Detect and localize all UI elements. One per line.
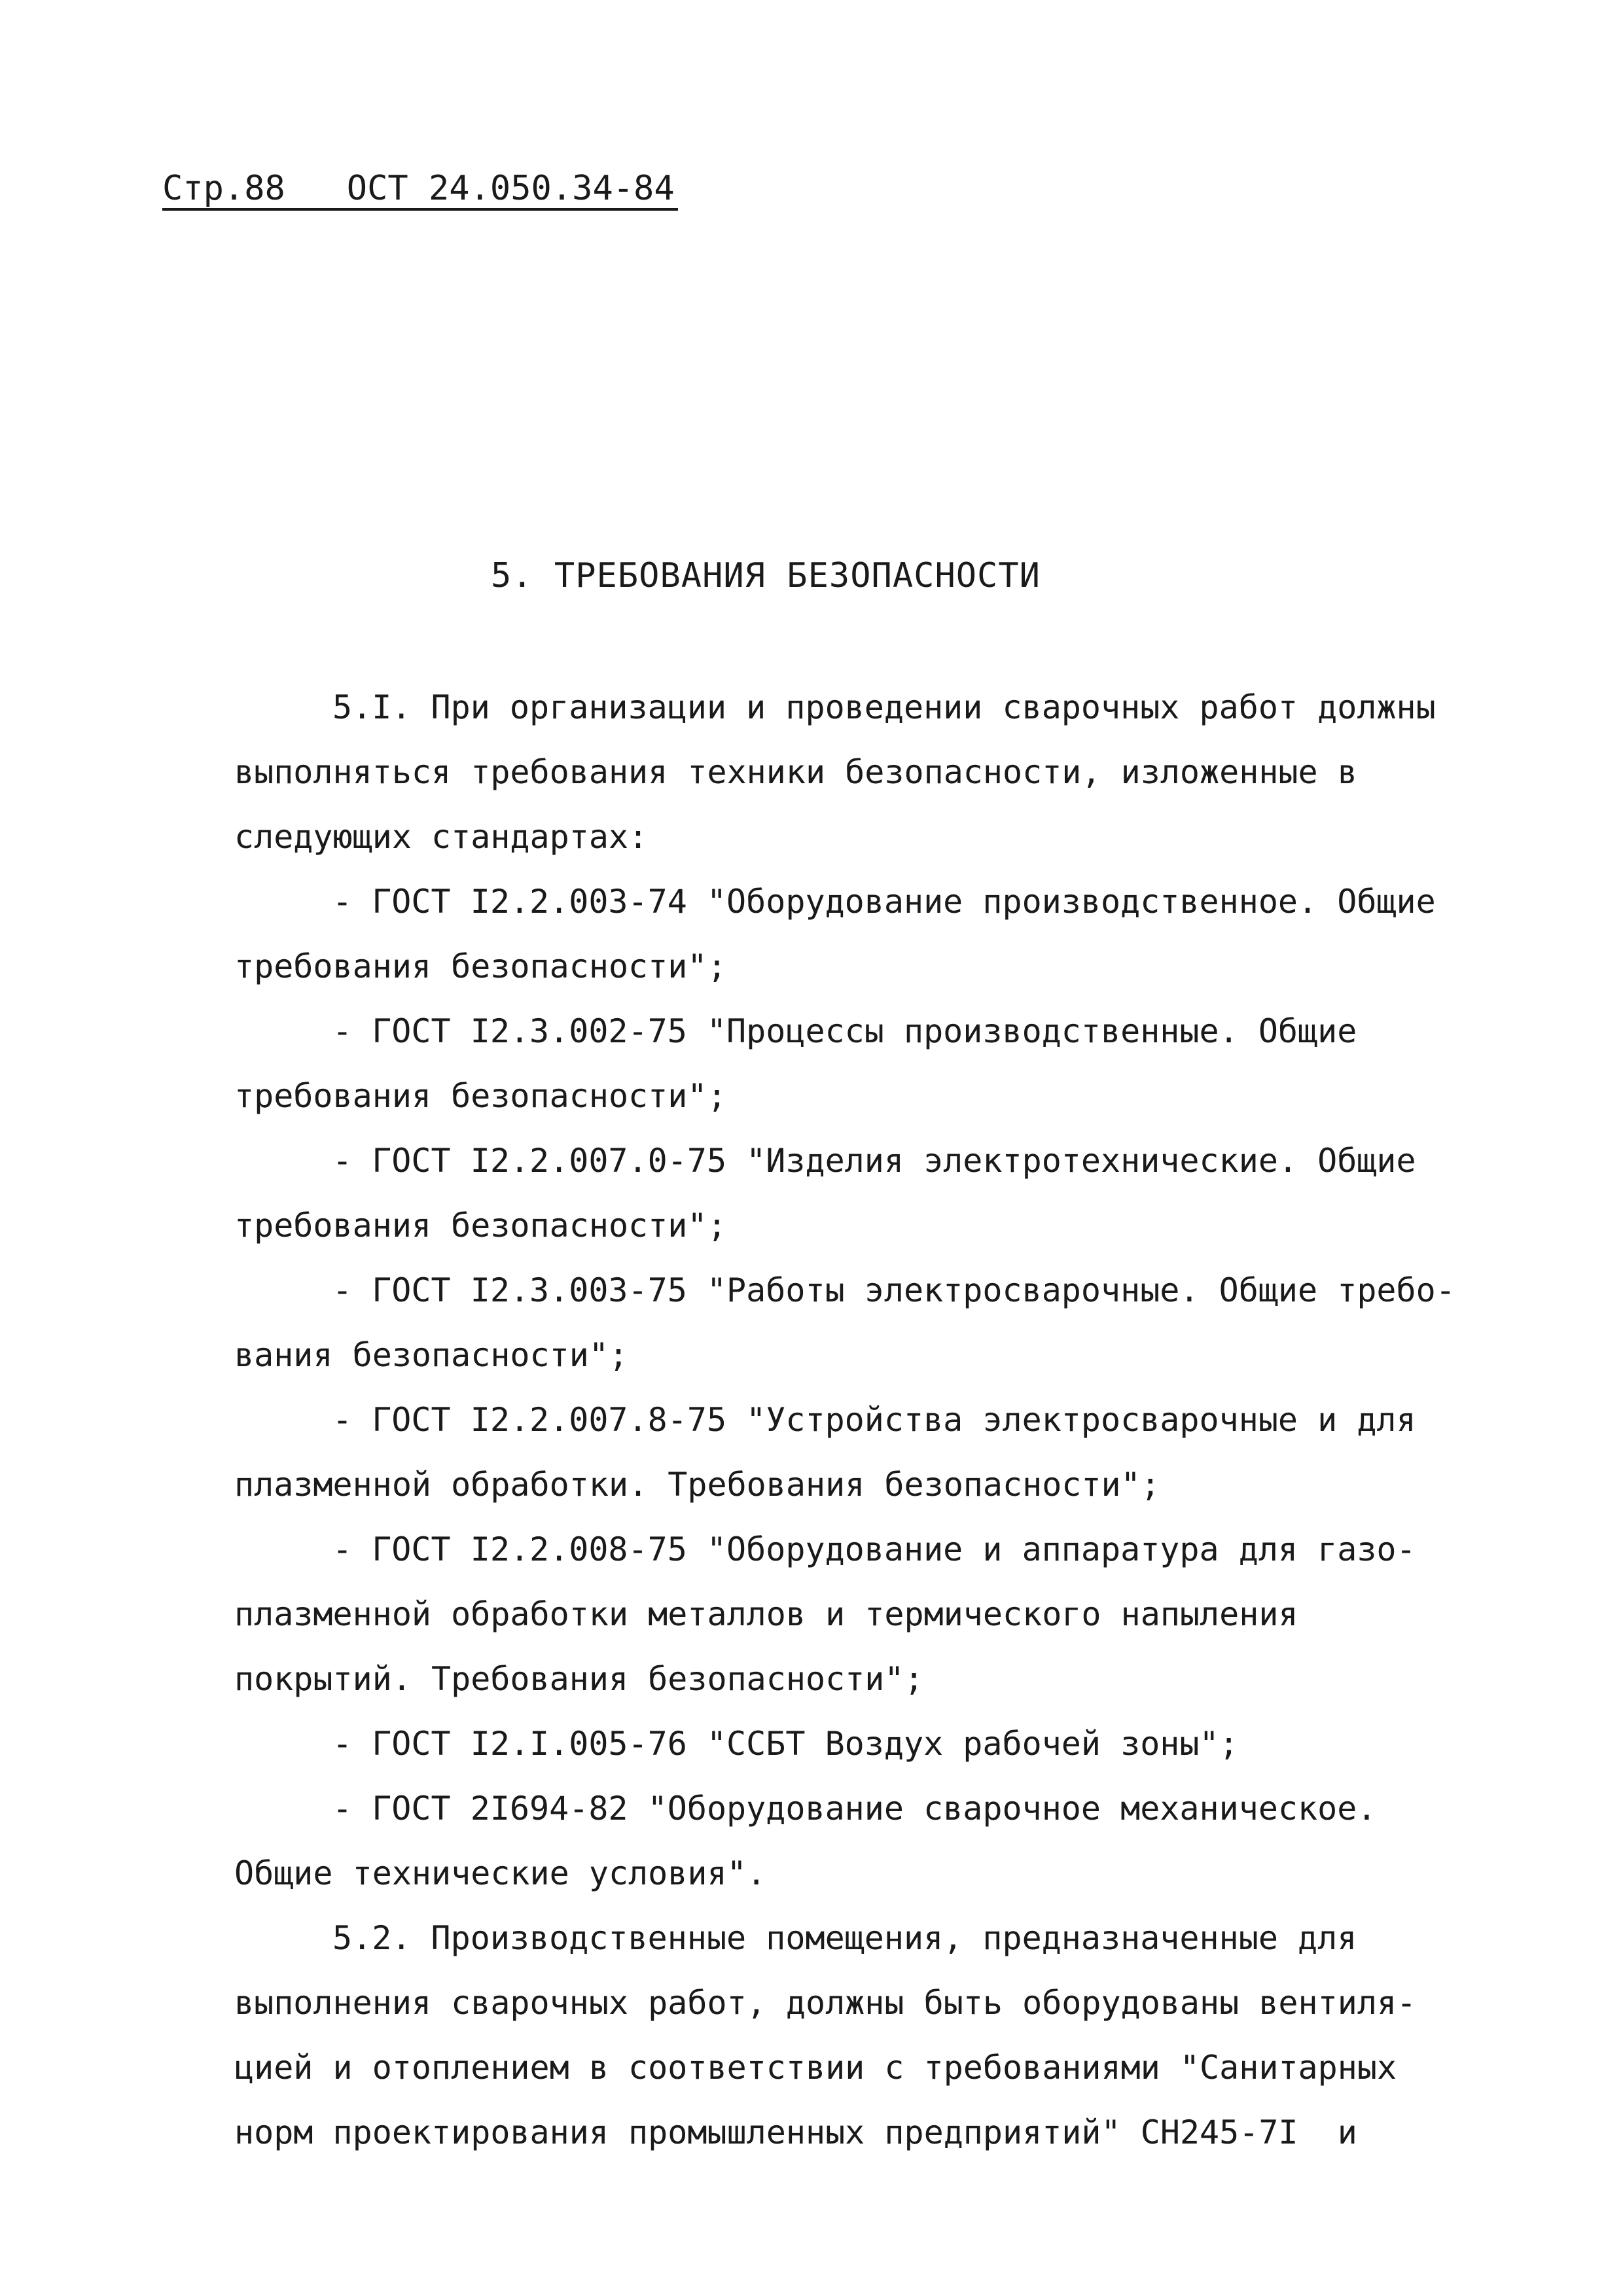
paragraph-line: норм проектирования промышленных предприятий" СН245-7I и [234,2113,1357,2151]
list-item-line: - ГОСТ I2.I.005-76 "ССБТ Воздух рабочей зоны"; [332,1725,1239,1763]
paragraph-line: цией и отоплением в соответствии с требованиями "Санитарных [234,2049,1397,2087]
list-item-line: Общие технические условия". [234,1854,766,1892]
list-item-line: плазменной обработки. Требования безопасности"; [234,1466,1160,1504]
list-item-line: требования безопасности"; [234,1077,727,1115]
paragraph-line: 5.I. При организации и проведении сварочных работ должны [332,688,1436,726]
header-underline [162,208,678,211]
list-item-line: - ГОСТ I2.3.002-75 "Процессы производственные. Общие [332,1012,1357,1050]
paragraph-line: выполняться требования техники безопасности, изложенные в [234,753,1357,791]
list-item-line: покрытий. Требования безопасности"; [234,1660,924,1698]
list-item-line: требования безопасности"; [234,947,727,985]
list-item-line: - ГОСТ I2.2.007.0-75 "Изделия электротехнические. Общие [332,1142,1416,1180]
paragraph-line: следующих стандартах: [234,818,649,856]
section-title: 5. ТРЕБОВАНИЯ БЕЗОПАСНОСТИ [491,556,1041,595]
list-item-line: - ГОСТ I2.3.003-75 "Работы электросварочные. Общие требо- [332,1271,1455,1309]
list-item-line: - ГОСТ I2.2.003-74 "Оборудование производственное. Общие [332,883,1436,921]
list-item-line: вания безопасности"; [234,1336,629,1374]
list-item-line: - ГОСТ I2.2.008-75 "Оборудование и аппаратура для газо- [332,1530,1416,1568]
list-item-line: - ГОСТ 2I694-82 "Оборудование сварочное механическое. [332,1790,1377,1828]
list-item-line: плазменной обработки металлов и термического напыления [234,1595,1298,1633]
paragraph-line: выполнения сварочных работ, должны быть оборудованы вентиля- [234,1984,1417,2022]
page-header: Стр.88 ОСТ 24.050.34-84 [162,169,675,208]
body-text [234,675,1478,2165]
list-item-line: - ГОСТ I2.2.007.8-75 "Устройства электросварочные и для [332,1401,1416,1439]
list-item-line: требования безопасности"; [234,1207,727,1245]
paragraph-line: 5.2. Производственные помещения, предназначенные для [332,1919,1357,1957]
